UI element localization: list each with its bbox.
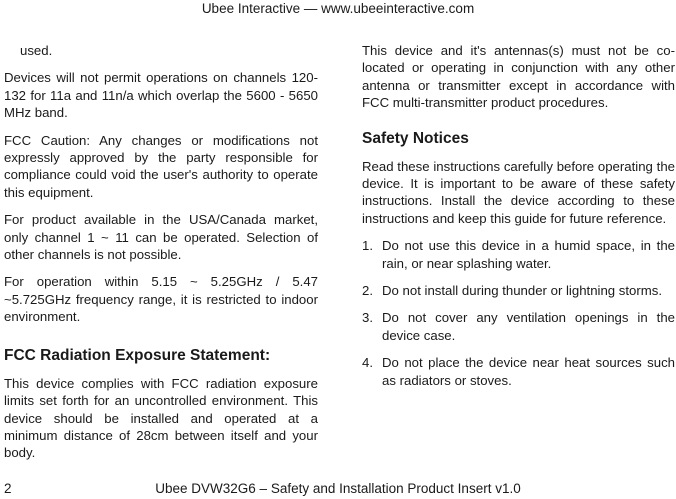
left-column <box>4 42 318 472</box>
safety-list <box>362 237 675 389</box>
fcc-caution-paragraph: FCC Caution: Any changes or modifications not expressly approved by the party responsible for compliance could void the user's authority to operate this equipment. <box>4 132 318 200</box>
list-item-text: Do not cover any ventilation openings in the device case. <box>382 310 675 343</box>
list-item <box>362 354 675 389</box>
page-number: 2 <box>4 481 12 496</box>
footer-title: Ubee DVW32G6 – Safety and Installation Product Insert v1.0 <box>155 481 521 496</box>
list-item <box>362 309 675 344</box>
indoor-restriction-paragraph: For operation within 5.15 ~ 5.25GHz / 5.47 ~5.725GHz frequency range, it is restricted to indoor environment. <box>4 274 318 325</box>
usa-canada-paragraph: For product available in the USA/Canada market, only channel 1 ~ 11 can be operated. Selection of other channels is not possible. <box>4 212 318 263</box>
list-item <box>362 282 675 299</box>
list-item-text: Do not place the device near heat sources such as radiators or stoves. <box>382 355 675 388</box>
page-footer <box>0 480 676 498</box>
list-item-text: Do not install during thunder or lightning storms. <box>382 283 663 299</box>
list-item-number: 1. <box>362 238 373 254</box>
list-item-number: 4. <box>362 355 373 371</box>
fcc-radiation-paragraph: This device complies with FCC radiation exposure limits set forth for an uncontrolled environment. This device should be installed and operated at a minimum distance of 28cm between itself and your body. <box>4 375 318 461</box>
list-item <box>362 237 675 272</box>
safety-notices-heading: Safety Notices <box>362 129 469 147</box>
page-header: Ubee Interactive — www.ubeeinteractive.com <box>201 1 475 16</box>
right-column <box>362 42 675 399</box>
fcc-radiation-heading: FCC Radiation Exposure Statement: <box>4 346 271 364</box>
channel-restriction-paragraph: Devices will not permit operations on channels 120-132 for 11a and 11n/a which overlap the 5600 - 5650 MHz band. <box>4 70 318 121</box>
safety-intro-paragraph: Read these instructions carefully before operating the device. It is important to be aware of these safety instructions. Install the device according to these instructions and keep this guide for future reference. <box>362 158 675 226</box>
list-item-text: Do not use this device in a humid space, in the rain, or near splashing water. <box>382 238 675 271</box>
continued-text: used. <box>20 43 53 58</box>
co-location-paragraph: This device and it's antennas(s) must not be co-located or operating in conjunction with any other antenna or transmitter except in accordance with FCC multi-transmitter product procedures. <box>362 43 675 111</box>
list-item-number: 3. <box>362 310 373 326</box>
list-item-number: 2. <box>362 283 373 299</box>
